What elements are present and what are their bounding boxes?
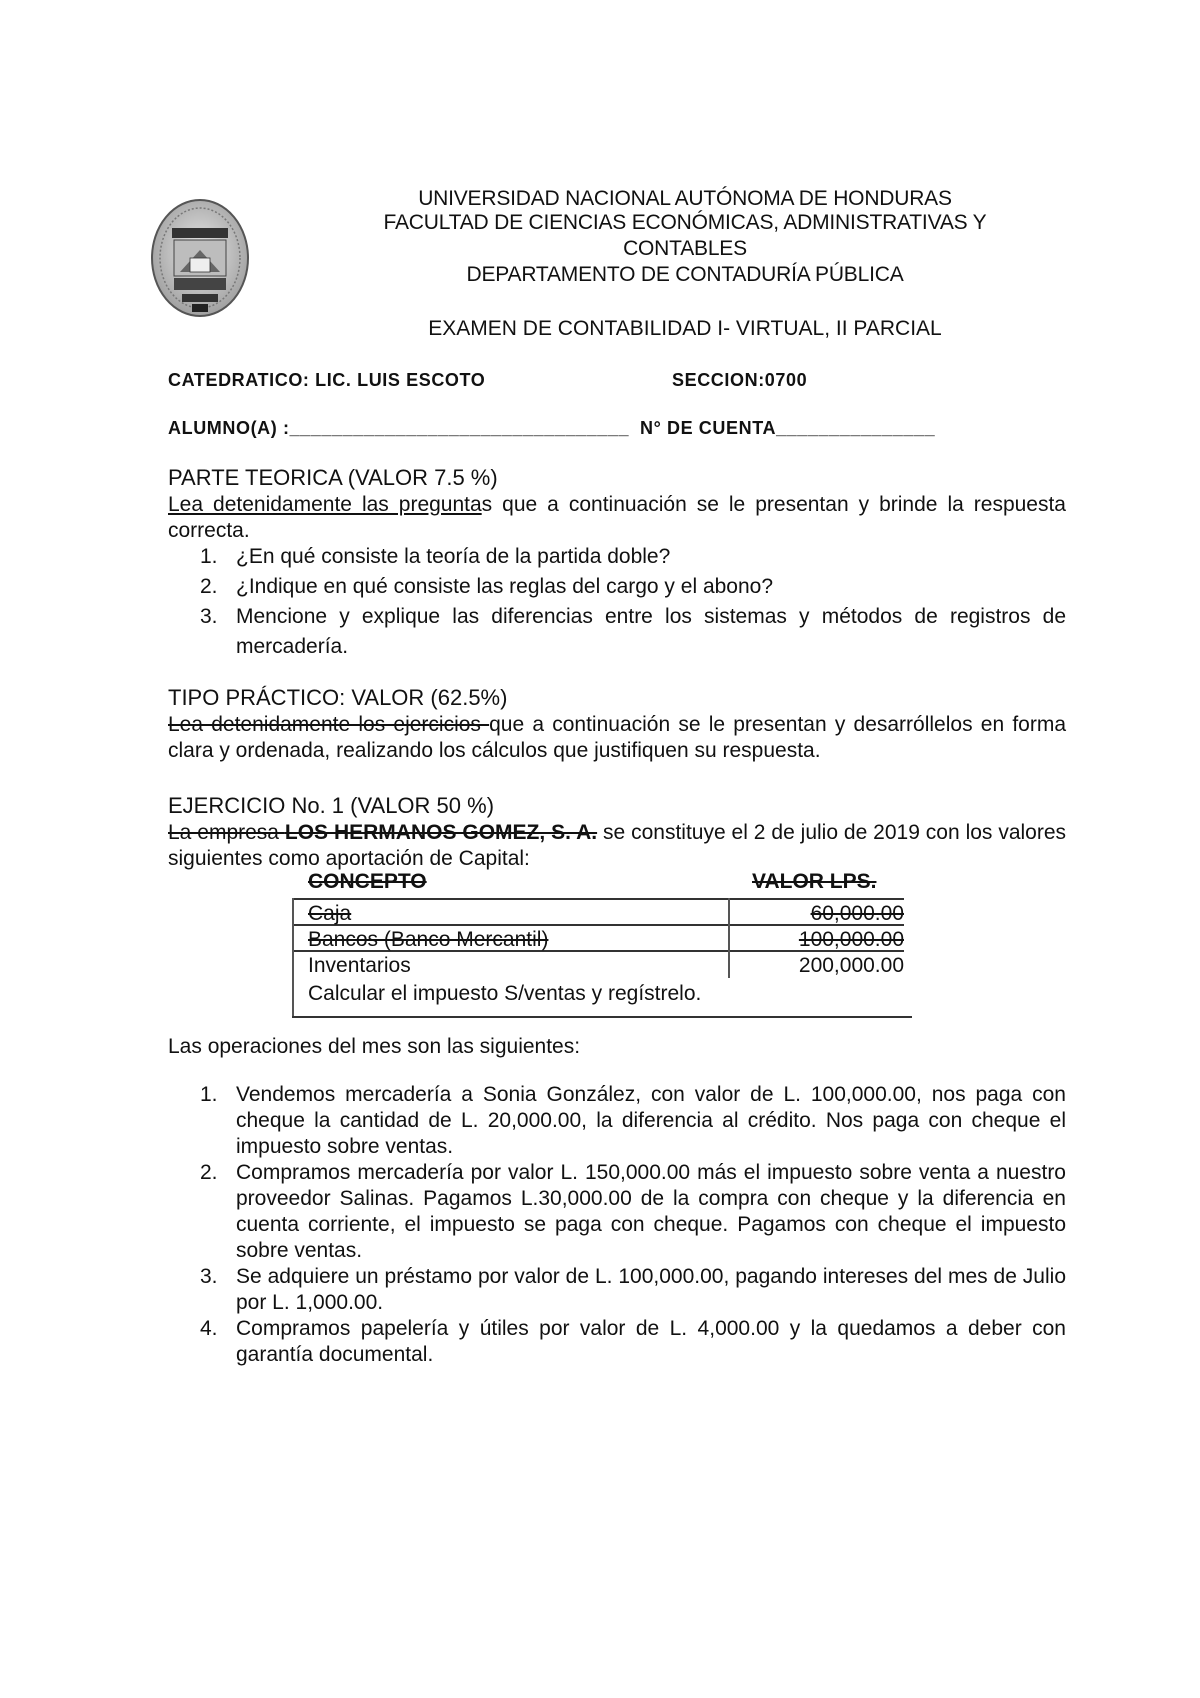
student-name-field: ALUMNO(A) :________________________________ xyxy=(168,418,630,438)
list-item: 2. ¿Indique en qué consiste las reglas del cargo y el abono? xyxy=(200,575,774,598)
theory-question-list xyxy=(168,542,1066,662)
capital-table xyxy=(292,870,912,1018)
table-row-value: 200,000.00 xyxy=(798,954,904,977)
practice-intro-struck: Lea detenidamente los ejercicios xyxy=(168,713,490,736)
professor-field: CATEDRATICO: LIC. LUIS ESCOTO xyxy=(168,370,486,390)
table-row-value: 60,000.00 xyxy=(810,902,904,925)
company-name: LOS HERMANOS GOMEZ, S. A. xyxy=(284,821,598,844)
table-rule xyxy=(292,1016,912,1018)
list-item: 1. ¿En qué consiste la teoría de la partida doble? xyxy=(200,545,671,568)
practice-intro xyxy=(168,712,1066,764)
list-item: 4. Compramos papelería y útiles por valor de L. 4,000.00 y la quedamos a deber con garantía documental. xyxy=(200,1317,1066,1366)
column-header-concept: CONCEPTO xyxy=(308,870,427,893)
exercise-intro-rest: se constituye el 2 de julio de 2019 con los valores siguientes como aportación de Capital: xyxy=(168,821,1067,870)
theory-intro-underlined: Lea detenidamente las pregunta xyxy=(168,493,482,516)
list-item: 2. Compramos mercadería por valor L. 150,000.00 más el impuesto sobre venta a nuestro proveedor Salinas. Pagamos L.30,000.00 de la compra con cheque y la diferencia en cuenta corriente, el impuesto se paga con cheque. Pagamos con cheque el impuesto sobre ventas. xyxy=(200,1161,1066,1262)
list-item: 3. Se adquiere un préstamo por valor de L. 100,000.00, pagando intereses del mes de Julio por L. 1,000.00. xyxy=(200,1265,1066,1314)
list-item: 3. Mencione y explique las diferencias entre los sistemas y métodos de registros de mercadería. xyxy=(200,605,1066,658)
department-name: DEPARTAMENTO DE CONTADURÍA PÚBLICA xyxy=(466,263,904,286)
table-rule xyxy=(292,898,294,1018)
exercise-title: EJERCICIO No. 1 (VALOR 50 %) xyxy=(168,793,495,818)
theory-intro-rest: s que a continuación se le presentan y brinde la respuesta correcta. xyxy=(168,493,1066,542)
section-field: SECCION:0700 xyxy=(672,370,808,390)
table-row-concept: Caja xyxy=(308,902,352,925)
faculty-line-1: FACULTAD DE CIENCIAS ECONÓMICAS, ADMINISTRATIVAS Y xyxy=(383,211,987,234)
account-number-field: N° DE CUENTA_______________ xyxy=(640,418,936,438)
table-rule xyxy=(728,898,730,978)
theory-intro xyxy=(168,492,1066,544)
exam-title: EXAMEN DE CONTABILIDAD I- VIRTUAL, II PARCIAL xyxy=(428,317,942,340)
faculty-line-2: CONTABLES xyxy=(623,237,747,260)
table-row-concept: Inventarios xyxy=(308,954,411,977)
table-row-value: 100,000.00 xyxy=(798,928,904,951)
operations-intro: Las operaciones del mes son las siguientes: xyxy=(168,1035,581,1058)
university-seal-logo xyxy=(150,198,250,318)
table-rule xyxy=(292,898,904,900)
exercise-intro xyxy=(168,820,1066,872)
university-name: UNIVERSIDAD NACIONAL AUTÓNOMA DE HONDURAS xyxy=(418,187,952,210)
practice-intro-rest: que a continuación se le presentan y desarróllelos en forma clara y ordenada, realizando los cálculos que justifiquen su respuesta. xyxy=(168,713,1066,762)
theory-section-title: PARTE TEORICA (VALOR 7.5 %) xyxy=(168,465,498,490)
table-row-concept: Bancos (Banco Mercantil) xyxy=(308,928,549,951)
list-item: 1. Vendemos mercadería a Sonia González, con valor de L. 100,000.00, nos paga con cheque la cantidad de L. 20,000.00, la diferencia al crédito. Nos paga con cheque el impuesto sobre ventas. xyxy=(200,1083,1066,1158)
column-header-value: VALOR LPS. xyxy=(752,870,877,893)
exercise-intro-struck: La empresa xyxy=(168,821,285,844)
table-note: Calcular el impuesto S/ventas y regístrelo. xyxy=(308,982,702,1005)
practice-section-title: TIPO PRÁCTICO: VALOR (62.5%) xyxy=(168,685,508,710)
operations-list xyxy=(168,1082,1066,1368)
